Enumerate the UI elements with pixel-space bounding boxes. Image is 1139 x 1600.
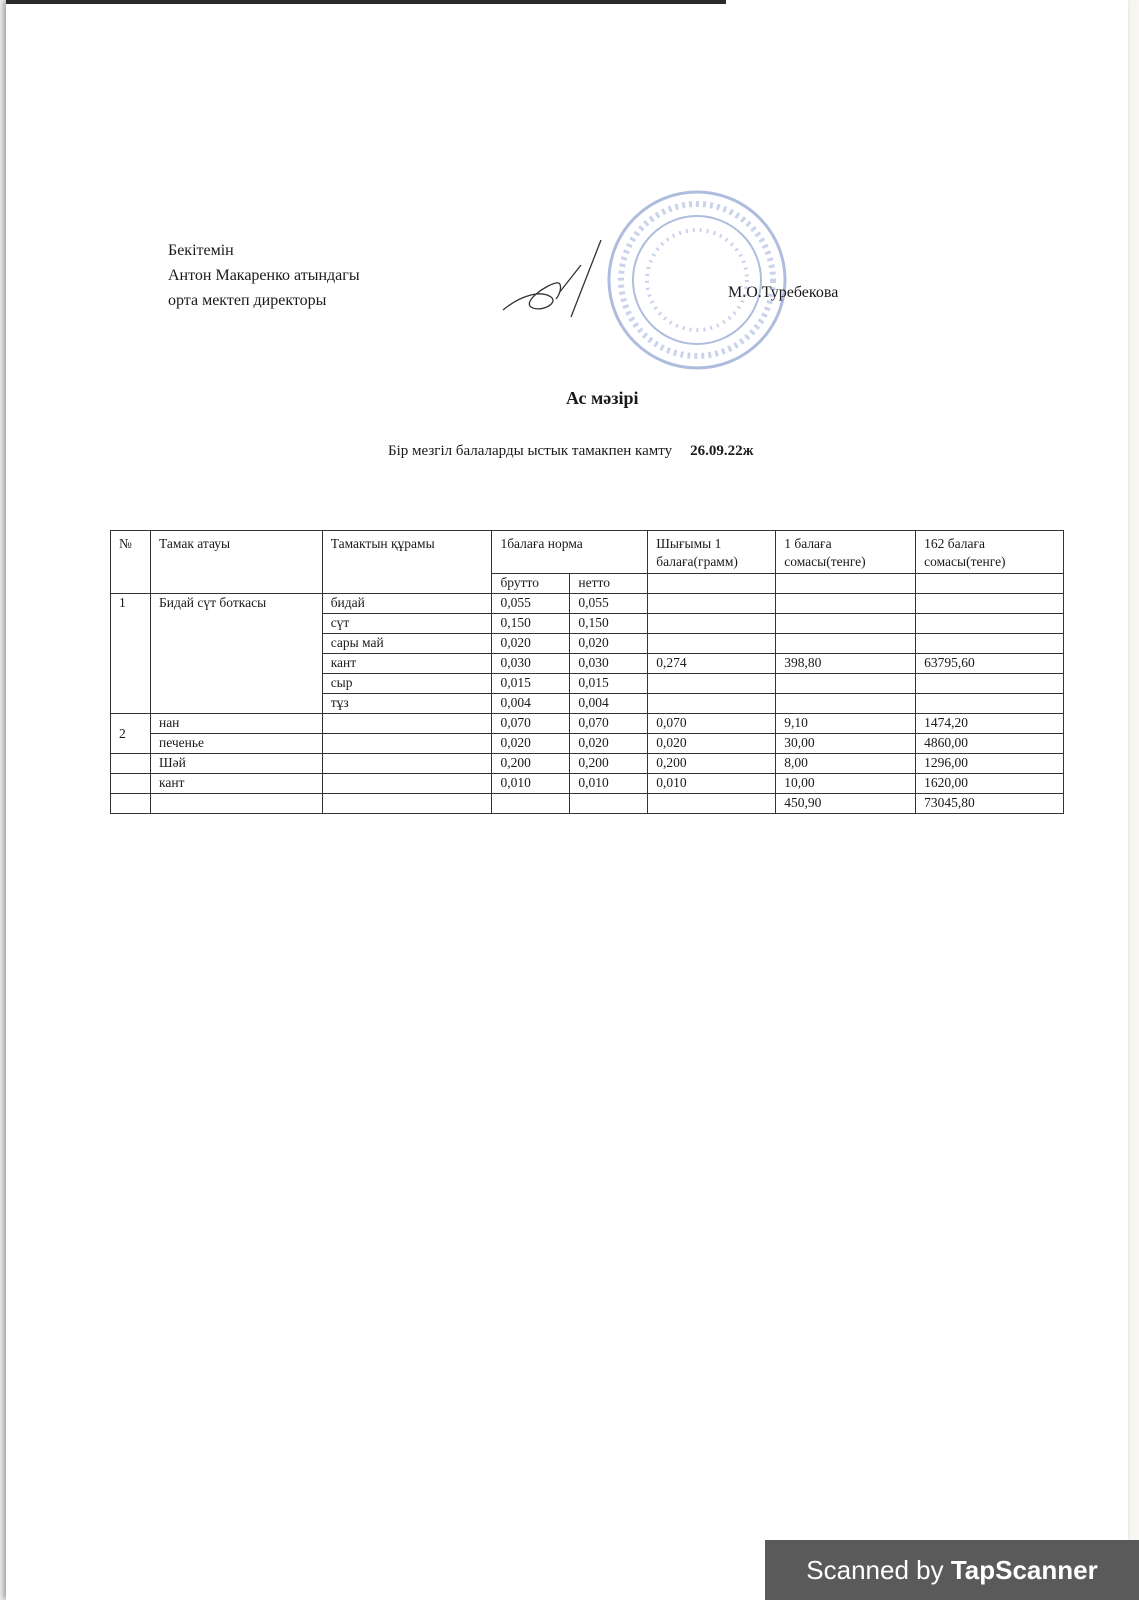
- output: 0,274: [648, 654, 776, 674]
- document-date: 26.09.22ж: [690, 443, 754, 459]
- document-title: Ас мәзірі: [566, 388, 639, 408]
- ingredient: [322, 754, 492, 774]
- empty-cell: [648, 794, 776, 814]
- approval-block: [168, 238, 360, 313]
- scanner-brand: TapScanner: [950, 1555, 1098, 1585]
- menu-table: [110, 530, 1064, 814]
- ingredient: [322, 714, 492, 734]
- output: 0,070: [648, 714, 776, 734]
- director-title-line: орта мектеп директоры: [168, 292, 327, 309]
- header-composition: Тамактын құрамы: [322, 531, 492, 594]
- signature: [501, 235, 611, 325]
- empty-cell: [570, 794, 648, 814]
- cost-one: [776, 694, 916, 714]
- dish-name: Бидай сүт боткасы: [150, 594, 322, 714]
- row-num: 2: [111, 714, 151, 754]
- cost-all: 1474,20: [916, 714, 1064, 734]
- empty-cell: [776, 574, 916, 594]
- table-row: [111, 714, 1064, 734]
- cost-all: [916, 634, 1064, 654]
- brutto: 0,200: [492, 754, 570, 774]
- header-name: Тамак атауы: [150, 531, 322, 594]
- brutto: 0,015: [492, 674, 570, 694]
- total-cost-one: 450,90: [776, 794, 916, 814]
- cost-all: [916, 674, 1064, 694]
- ingredient: тұз: [322, 694, 492, 714]
- document-page: [6, 0, 1128, 1600]
- cost-one: [776, 634, 916, 654]
- output: [648, 694, 776, 714]
- header-cost-all: 162 балаға сомасы(тенге): [916, 531, 1064, 574]
- header-netto: нетто: [570, 574, 648, 594]
- empty-cell: [150, 794, 322, 814]
- output: 0,020: [648, 734, 776, 754]
- brutto: 0,150: [492, 614, 570, 634]
- output: [648, 594, 776, 614]
- output: [648, 674, 776, 694]
- ingredient: сыр: [322, 674, 492, 694]
- output: [648, 634, 776, 654]
- cost-one: [776, 614, 916, 634]
- ingredient: сүт: [322, 614, 492, 634]
- approve-line: Бекітемін: [168, 242, 234, 259]
- table-row: [111, 774, 1064, 794]
- netto: 0,150: [570, 614, 648, 634]
- cost-all: [916, 694, 1064, 714]
- netto: 0,030: [570, 654, 648, 674]
- row-num: [111, 774, 151, 794]
- output: [648, 614, 776, 634]
- ingredient: [322, 774, 492, 794]
- dish-name: нан: [150, 714, 322, 734]
- table-row: [111, 594, 1064, 614]
- brutto: 0,070: [492, 714, 570, 734]
- cost-one: [776, 594, 916, 614]
- output: 0,010: [648, 774, 776, 794]
- scanned-by-text: Scanned by: [806, 1555, 951, 1585]
- table-row: [111, 734, 1064, 754]
- document-subtitle: [388, 443, 754, 460]
- table-header-row: [111, 531, 1064, 574]
- empty-cell: [322, 794, 492, 814]
- netto: 0,055: [570, 594, 648, 614]
- director-name: М.О.Туребекова: [728, 284, 839, 301]
- dish-name: кант: [150, 774, 322, 794]
- total-cost-all: 73045,80: [916, 794, 1064, 814]
- row-num: 1: [111, 594, 151, 714]
- table-row: [111, 754, 1064, 774]
- netto: 0,020: [570, 634, 648, 654]
- subtitle-text: Бір мезгіл балаларды ыстык тамакпен камту: [388, 443, 673, 459]
- scan-edge-line: [6, 0, 726, 4]
- cost-one: 9,10: [776, 714, 916, 734]
- ingredient: бидай: [322, 594, 492, 614]
- cost-all: 1296,00: [916, 754, 1064, 774]
- total-row: [111, 794, 1064, 814]
- cost-all: 1620,00: [916, 774, 1064, 794]
- cost-one: 8,00: [776, 754, 916, 774]
- brutto: 0,004: [492, 694, 570, 714]
- cost-one: 10,00: [776, 774, 916, 794]
- header-cost-one: 1 балаға сомасы(тенге): [776, 531, 916, 574]
- school-line: Антон Макаренко атындагы: [168, 267, 360, 284]
- cost-all: 63795,60: [916, 654, 1064, 674]
- cost-one: 398,80: [776, 654, 916, 674]
- header-num: №: [111, 531, 151, 594]
- netto: 0,015: [570, 674, 648, 694]
- ingredient: [322, 734, 492, 754]
- output: 0,200: [648, 754, 776, 774]
- cost-all: 4860,00: [916, 734, 1064, 754]
- empty-cell: [916, 574, 1064, 594]
- brutto: 0,055: [492, 594, 570, 614]
- brutto: 0,030: [492, 654, 570, 674]
- cost-one: [776, 674, 916, 694]
- header-brutto: брутто: [492, 574, 570, 594]
- header-output: Шығымы 1 балаға(грамм): [648, 531, 776, 574]
- brutto: 0,010: [492, 774, 570, 794]
- scanner-watermark: [765, 1540, 1139, 1600]
- brutto: 0,020: [492, 734, 570, 754]
- ingredient: кант: [322, 654, 492, 674]
- netto: 0,010: [570, 774, 648, 794]
- empty-cell: [648, 574, 776, 594]
- brutto: 0,020: [492, 634, 570, 654]
- cost-one: 30,00: [776, 734, 916, 754]
- header-norm: 1балаға норма: [492, 531, 648, 574]
- netto: 0,020: [570, 734, 648, 754]
- empty-cell: [492, 794, 570, 814]
- netto: 0,200: [570, 754, 648, 774]
- row-num: [111, 754, 151, 774]
- cost-all: [916, 594, 1064, 614]
- official-stamp: [602, 180, 792, 380]
- netto: 0,004: [570, 694, 648, 714]
- cost-all: [916, 614, 1064, 634]
- empty-cell: [111, 794, 151, 814]
- ingredient: сары май: [322, 634, 492, 654]
- dish-name: печенье: [150, 734, 322, 754]
- netto: 0,070: [570, 714, 648, 734]
- dish-name: Шәй: [150, 754, 322, 774]
